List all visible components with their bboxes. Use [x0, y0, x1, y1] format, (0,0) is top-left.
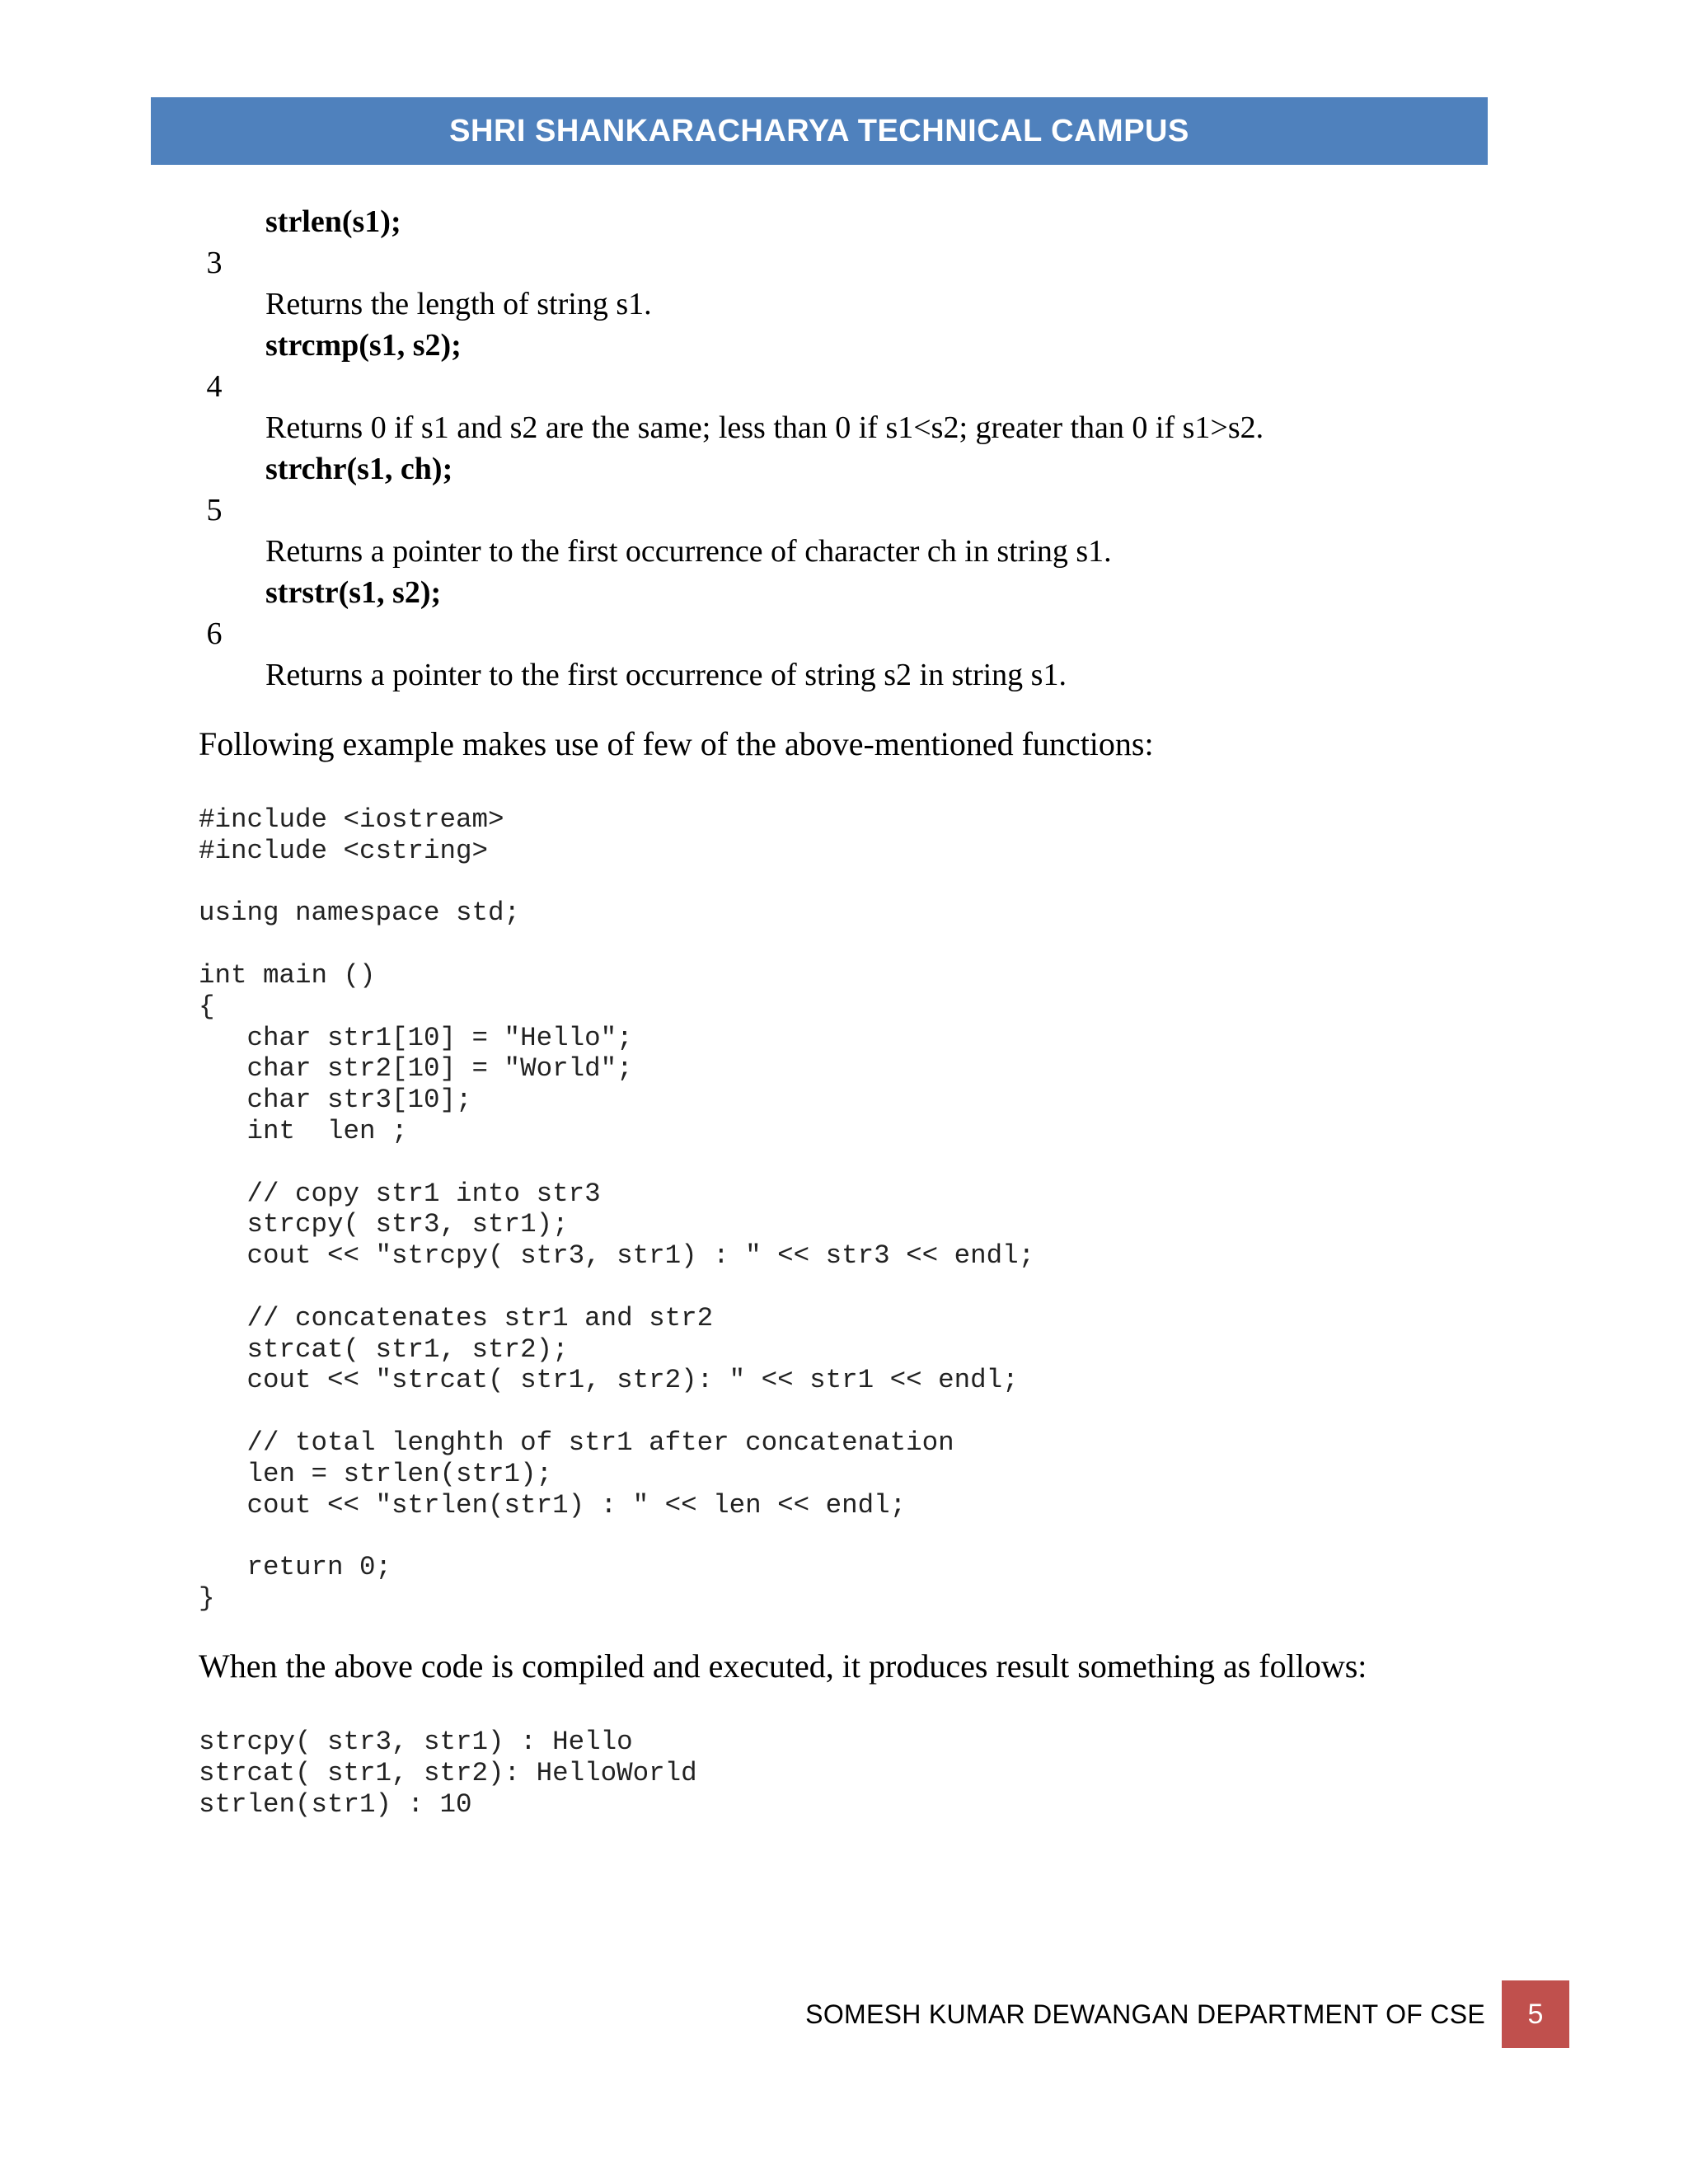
function-number: 4	[206, 369, 223, 404]
header-bar	[151, 97, 1488, 165]
function-row	[198, 326, 1517, 449]
result-paragraph: When the above code is compiled and executed, it produces result something as follows:	[199, 1647, 1367, 1685]
function-description: Returns the length of string s1.	[265, 287, 652, 321]
function-name: strchr(s1, ch);	[265, 452, 453, 486]
function-row	[198, 449, 1517, 573]
function-number: 5	[206, 493, 223, 527]
function-description: Returns a pointer to the first occurrence of character ch in string s1.	[265, 534, 1112, 569]
function-description: Returns a pointer to the first occurrence of string s2 in string s1.	[265, 658, 1067, 692]
page-number-badge: 5	[1502, 1980, 1569, 2048]
intro-paragraph: Following example makes use of few of the above-mentioned functions:	[199, 725, 1154, 762]
function-table	[198, 202, 1517, 696]
function-name: strstr(s1, s2);	[265, 575, 442, 610]
function-name: strcmp(s1, s2);	[265, 328, 462, 363]
function-name: strlen(s1);	[265, 204, 401, 239]
footer	[709, 1980, 1569, 2048]
function-number: 3	[206, 246, 223, 280]
header-title: SHRI SHANKARACHARYA TECHNICAL CAMPUS	[449, 113, 1189, 148]
output-listing: strcpy( str3, str1) : Hello strcat( str1, str2): HelloWorld strlen(str1) : 10	[199, 1727, 697, 1820]
function-row	[198, 573, 1517, 696]
function-description: Returns 0 if s1 and s2 are the same; less than 0 if s1<s2; greater than 0 if s1>s2.	[265, 410, 1264, 445]
code-listing: #include <iostream> #include <cstring> using namespace std; int main () { char str1[10] = "Hello"; char str2[10] = "World"; char str3[10]; int len ; // copy str1 into str3 strcpy( str3, str1); cout << "strcpy( str3, str1) : " << str3 << endl; // concatenates str1 and str2 strcat( str1, str2); cout << "strcat( str1, str2): " << str1 << endl; // total lenghth of str1 after concatenation len = strlen(str1); cout << "strlen(str1) : " << len << endl; return 0; }	[199, 804, 1035, 1614]
function-row	[198, 202, 1517, 326]
function-number: 6	[206, 616, 223, 651]
footer-author: SOMESH KUMAR DEWANGAN DEPARTMENT OF CSE	[805, 1999, 1485, 2029]
